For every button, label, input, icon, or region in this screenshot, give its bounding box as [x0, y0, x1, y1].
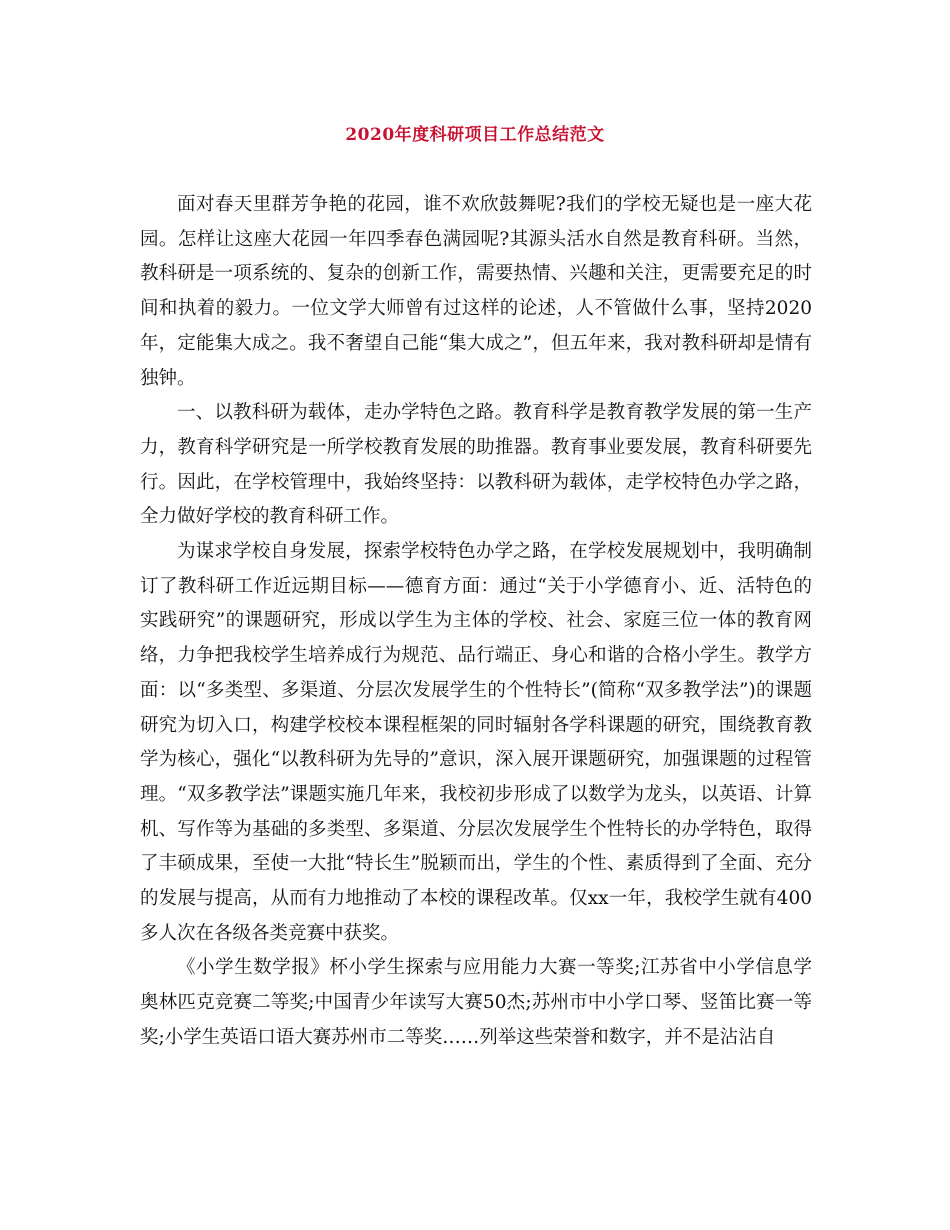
paragraph-section-one: 一、以教科研为载体，走办学特色之路。教育科学是教育教学发展的第一生产力，教育科学研究是一所学校教育发展的助推器。教育事业要发展，教育科研要先行。因此，在学校管理中，我始终坚持：以教科研为载体，走学校特色办学之路，全力做好学校的教育科研工作。: [140, 402, 812, 528]
paragraph-awards: 《小学生数学报》杯小学生探索与应用能力大赛一等奖;江苏省中小学信息学奥林匹克竞赛二等奖;中国青少年读写大赛50杰;苏州市中小学口琴、竖笛比赛一等奖;小学生英语口语大赛苏州市二等奖……列举这些荣誉和数字，并不是沾沾自: [140, 957, 812, 1048]
document-title: 2020年度科研项目工作总结范文: [345, 125, 605, 145]
document-body: [140, 188, 812, 1056]
paragraph-intro: 面对春天里群芳争艳的花园，谁不欢欣鼓舞呢?我们的学校无疑也是一座大花园。怎样让这座大花园一年四季春色满园呢?其源头活水自然是教育科研。当然，教科研是一项系统的、复杂的创新工作，需要热情、兴趣和关注，更需要充足的时间和执着的毅力。一位文学大师曾有过这样的论述，人不管做什么事，坚持2020年，定能集大成之。我不奢望自己能“集大成之”，但五年来，我对教科研却是情有独钟。: [140, 194, 812, 389]
paragraph-goals: 为谋求学校自身发展，探索学校特色办学之路，在学校发展规划中，我明确制订了教科研工作近远期目标——德育方面：通过“关于小学德育小、近、活特色的实践研究”的课题研究，形成以学生为主体的学校、社会、家庭三位一体的教育网络，力争把我校学生培养成行为规范、品行端正、身心和谐的合格小学生。教学方面：以“多类型、多渠道、分层次发展学生的个性特长”(简称“双多教学法”)的课题研究为切入口，构建学校校本课程框架的同时辐射各学科课题的研究，围绕教育教学为核心，强化“以教科研为先导的”意识，深入展开课题研究，加强课题的过程管理。“双多教学法”课题实施几年来，我校初步形成了以数学为龙头，以英语、计算机、写作等为基础的多类型、多渠道、分层次发展学生个性特长的办学特色，取得了丰硕成果，至使一大批“特长生”脱颖而出，学生的个性、素质得到了全面、充分的发展与提高，从而有力地推动了本校的课程改革。仅xx一年，我校学生就有400多人次在各级各类竞赛中获奖。: [140, 541, 812, 944]
